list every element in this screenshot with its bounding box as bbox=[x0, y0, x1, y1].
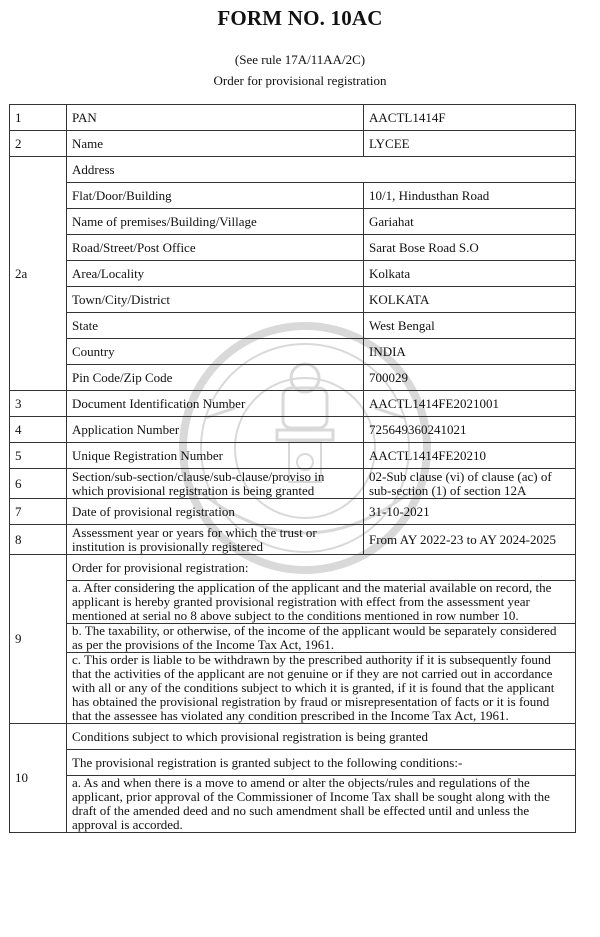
field-value: KOLKATA bbox=[364, 287, 576, 313]
row-number: 7 bbox=[10, 499, 67, 525]
field-value: AACTL1414FE20210 bbox=[364, 443, 576, 469]
field-value: 700029 bbox=[364, 365, 576, 391]
field-label: Name bbox=[67, 131, 364, 157]
field-label: PAN bbox=[67, 105, 364, 131]
row-assessment-year bbox=[10, 525, 576, 555]
field-label: Section/sub-section/clause/sub-clause/proviso in which provisional registration is being granted bbox=[67, 469, 364, 499]
row-area bbox=[10, 261, 576, 287]
field-label: Town/City/District bbox=[67, 287, 364, 313]
field-label: State bbox=[67, 313, 364, 339]
row-section bbox=[10, 469, 576, 499]
row-conditions-intro bbox=[10, 750, 576, 776]
row-conditions-heading bbox=[10, 724, 576, 750]
row-urn bbox=[10, 443, 576, 469]
row-din bbox=[10, 391, 576, 417]
order-paragraph-a: a. After considering the application of the applicant and the material available on record, the applicant is hereby granted provisional registration with effect from the assessment year mentioned at serial no 8 above subject to the conditions mentioned in row number 10. bbox=[67, 581, 576, 624]
row-road bbox=[10, 235, 576, 261]
field-label: Date of provisional registration bbox=[67, 499, 364, 525]
section-heading: Order for provisional registration: bbox=[67, 555, 576, 581]
row-number: 1 bbox=[10, 105, 67, 131]
field-label: Address bbox=[67, 157, 576, 183]
field-value: Kolkata bbox=[364, 261, 576, 287]
field-value: AACTL1414FE2021001 bbox=[364, 391, 576, 417]
row-order-a bbox=[10, 581, 576, 624]
row-number: 2a bbox=[10, 157, 67, 391]
registration-table bbox=[9, 104, 576, 833]
row-number: 3 bbox=[10, 391, 67, 417]
field-value: 725649360241021 bbox=[364, 417, 576, 443]
row-number: 2 bbox=[10, 131, 67, 157]
conditions-intro: The provisional registration is granted subject to the following conditions:- bbox=[67, 750, 576, 776]
row-number: 10 bbox=[10, 724, 67, 833]
field-value: LYCEE bbox=[364, 131, 576, 157]
row-number: 8 bbox=[10, 525, 67, 555]
field-label: Area/Locality bbox=[67, 261, 364, 287]
section-heading: Conditions subject to which provisional registration is being granted bbox=[67, 724, 576, 750]
field-label: Unique Registration Number bbox=[67, 443, 364, 469]
row-number: 4 bbox=[10, 417, 67, 443]
order-paragraph-c: c. This order is liable to be withdrawn by the prescribed authority if it is subsequently found that the activities of the applicant are not genuine or if they are not carried out in accordance with all or any of the conditions subject to which it is granted, if it is found that the applicant has obtained the provisional registration by fraud or misrepresentation of facts or it is found that the assessee has violated any condition prescribed in the Income Tax Act, 1961. bbox=[67, 653, 576, 724]
field-value: 10/1, Hindusthan Road bbox=[364, 183, 576, 209]
field-value: West Bengal bbox=[364, 313, 576, 339]
row-address bbox=[10, 157, 576, 183]
field-label: Country bbox=[67, 339, 364, 365]
field-label: Document Identification Number bbox=[67, 391, 364, 417]
row-number: 6 bbox=[10, 469, 67, 499]
field-label: Flat/Door/Building bbox=[67, 183, 364, 209]
form-subtitle: Order for provisional registration bbox=[213, 73, 387, 88]
row-flat bbox=[10, 183, 576, 209]
field-label: Name of premises/Building/Village bbox=[67, 209, 364, 235]
row-order-b bbox=[10, 624, 576, 653]
row-name bbox=[10, 131, 576, 157]
row-date bbox=[10, 499, 576, 525]
field-label: Application Number bbox=[67, 417, 364, 443]
row-town bbox=[10, 287, 576, 313]
field-value: AACTL1414F bbox=[364, 105, 576, 131]
field-value: 02-Sub clause (vi) of clause (ac) of sub-section (1) of section 12A bbox=[364, 469, 576, 499]
condition-paragraph-a: a. As and when there is a move to amend or alter the objects/rules and regulations of the applicant, prior approval of the Commissioner of Income Tax shall be sought along with the draft of the amended deed and no such amendment shall be effected until and unless the approval is accorded. bbox=[67, 776, 576, 833]
field-value: 31-10-2021 bbox=[364, 499, 576, 525]
row-pin bbox=[10, 365, 576, 391]
order-paragraph-b: b. The taxability, or otherwise, of the income of the applicant would be separately considered as per the provisions of the Income Tax Act, 1961. bbox=[67, 624, 576, 653]
row-order-c bbox=[10, 653, 576, 724]
rule-reference: (See rule 17A/11AA/2C) bbox=[234, 52, 366, 67]
field-label: Assessment year or years for which the trust or institution is provisionally registered bbox=[67, 525, 364, 555]
field-label: Road/Street/Post Office bbox=[67, 235, 364, 261]
row-number: 5 bbox=[10, 443, 67, 469]
row-condition-a bbox=[10, 776, 576, 833]
field-value: From AY 2022-23 to AY 2024-2025 bbox=[364, 525, 576, 555]
row-premises bbox=[10, 209, 576, 235]
row-number: 9 bbox=[10, 555, 67, 724]
field-value: Sarat Bose Road S.O bbox=[364, 235, 576, 261]
row-application bbox=[10, 417, 576, 443]
row-pan bbox=[10, 105, 576, 131]
field-value: Gariahat bbox=[364, 209, 576, 235]
field-label: Pin Code/Zip Code bbox=[67, 365, 364, 391]
field-value: INDIA bbox=[364, 339, 576, 365]
row-country bbox=[10, 339, 576, 365]
form-title: FORM NO. 10AC bbox=[217, 6, 383, 30]
row-state bbox=[10, 313, 576, 339]
row-order-heading bbox=[10, 555, 576, 581]
